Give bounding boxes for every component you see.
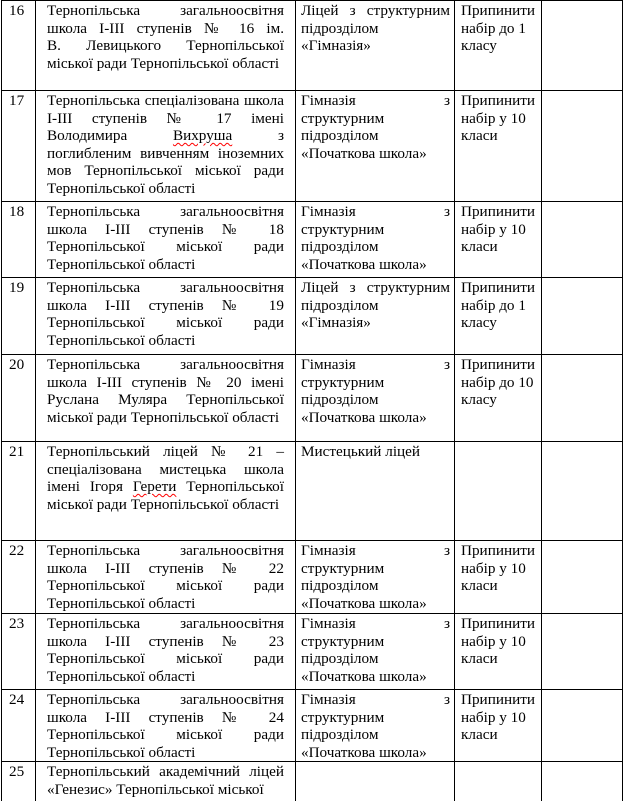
notes-cell xyxy=(542,202,623,278)
school-name-text: Тернопільська загальноосвітня школа І-ІІІ ступенів № 20 імені Руслана Муляра Тернопільської міської ради Тернопільської області xyxy=(47,356,284,426)
school-name-text: Тернопільський ліцей № 21 – спеціалізована мистецька школа імені Ігоря xyxy=(47,443,284,495)
school-type-cell: Гімназія з структурним підрозділом «Початкова школа» xyxy=(296,690,455,762)
action-cell xyxy=(455,442,542,541)
action-cell: Припинити набір у 10 класи xyxy=(455,91,542,202)
school-type-cell: Гімназія з структурним підрозділом «Початкова школа» xyxy=(296,614,455,690)
table-row xyxy=(2,762,623,801)
school-name-cell xyxy=(36,202,296,278)
action-cell xyxy=(455,762,542,801)
school-name-cell xyxy=(36,541,296,614)
school-name-text: з поглибленим вивченням іноземних мов Тернопільської міської ради Тернопільської області xyxy=(47,127,284,197)
school-type-cell: Гімназія з структурним підрозділом «Початкова школа» xyxy=(296,355,455,442)
row-number-cell: 17 xyxy=(2,91,36,202)
notes-cell xyxy=(542,278,623,355)
school-type-cell xyxy=(296,762,455,801)
action-cell: Припинити набір до 10 класу xyxy=(455,355,542,442)
misspelled-word: Герети xyxy=(132,478,177,495)
school-name-text: Тернопільська загальноосвітня школа І-ІІІ ступенів № 22 Тернопільської міської ради Тернопільської області xyxy=(47,542,284,612)
notes-cell xyxy=(542,355,623,442)
action-cell: Припинити набір у 10 класи xyxy=(455,690,542,762)
table-row xyxy=(2,690,623,762)
table-row xyxy=(2,355,623,442)
school-name-text: Тернопільська загальноосвітня школа І-ІІІ ступенів № 24 Тернопільської міської ради Тернопільської області xyxy=(47,691,284,761)
table-row xyxy=(2,91,623,202)
misspelled-word: Вихруша xyxy=(172,127,233,144)
row-number-cell: 19 xyxy=(2,278,36,355)
school-type-cell: Ліцей з структурним підрозділом «Гімназія» xyxy=(296,1,455,91)
school-name-text: Тернопільська загальноосвітня школа І-ІІІ ступенів № 19 Тернопільської міської ради Тернопільської області xyxy=(47,279,284,349)
row-number-cell: 18 xyxy=(2,202,36,278)
school-name-cell xyxy=(36,442,296,541)
notes-cell xyxy=(542,442,623,541)
school-type-cell: Мистецький ліцей xyxy=(296,442,455,541)
row-number-cell: 21 xyxy=(2,442,36,541)
school-name-text: Тернопільська загальноосвітня школа І-ІІІ ступенів № 23 Тернопільської міської ради Тернопільської області xyxy=(47,615,284,685)
table-row xyxy=(2,442,623,541)
schools-table-body xyxy=(2,1,623,801)
school-name-text: Тернопільської міської ради Тернопільської області xyxy=(47,478,284,513)
table-row xyxy=(2,202,623,278)
school-name-cell xyxy=(36,690,296,762)
school-name-cell xyxy=(36,614,296,690)
notes-cell xyxy=(542,690,623,762)
notes-cell xyxy=(542,1,623,91)
action-cell: Припинити набір у 10 класи xyxy=(455,614,542,690)
row-number-cell: 24 xyxy=(2,690,36,762)
notes-cell xyxy=(542,762,623,801)
table-row xyxy=(2,278,623,355)
school-name-cell xyxy=(36,762,296,801)
row-number-cell: 20 xyxy=(2,355,36,442)
row-number-cell: 22 xyxy=(2,541,36,614)
schools-table xyxy=(1,0,623,801)
notes-cell xyxy=(542,614,623,690)
school-name-cell xyxy=(36,91,296,202)
table-row xyxy=(2,614,623,690)
row-number-cell: 23 xyxy=(2,614,36,690)
school-type-cell: Ліцей з структурним підрозділом «Гімназія» xyxy=(296,278,455,355)
action-cell: Припинити набір у 10 класи xyxy=(455,202,542,278)
action-cell: Припинити набір у 10 класи xyxy=(455,541,542,614)
action-cell: Припинити набір до 1 класу xyxy=(455,278,542,355)
school-name-text: Тернопільська спеціалізована школа І-ІІІ ступенів № 17 імені Володимира xyxy=(47,92,284,144)
notes-cell xyxy=(542,91,623,202)
school-name-cell xyxy=(36,1,296,91)
school-name-text: Тернопільський академічний ліцей «Генезис» Тернопільської міської xyxy=(47,763,284,798)
school-type-cell: Гімназія з структурним підрозділом «Початкова школа» xyxy=(296,541,455,614)
school-name-text: Тернопільська загальноосвітня школа І-ІІІ ступенів № 16 ім. В. Левицького Тернопільської міської ради Тернопільської області xyxy=(47,2,284,72)
row-number-cell: 25 xyxy=(2,762,36,801)
table-row xyxy=(2,541,623,614)
row-number-cell: 16 xyxy=(2,1,36,91)
table-row xyxy=(2,1,623,91)
school-type-cell: Гімназія з структурним підрозділом «Початкова школа» xyxy=(296,202,455,278)
school-type-cell: Гімназія з структурним підрозділом «Початкова школа» xyxy=(296,91,455,202)
school-name-cell xyxy=(36,278,296,355)
action-cell: Припинити набір до 1 класу xyxy=(455,1,542,91)
school-name-text: Тернопільська загальноосвітня школа І-ІІІ ступенів № 18 Тернопільської міської ради Тернопільської області xyxy=(47,203,284,273)
notes-cell xyxy=(542,541,623,614)
school-name-cell xyxy=(36,355,296,442)
